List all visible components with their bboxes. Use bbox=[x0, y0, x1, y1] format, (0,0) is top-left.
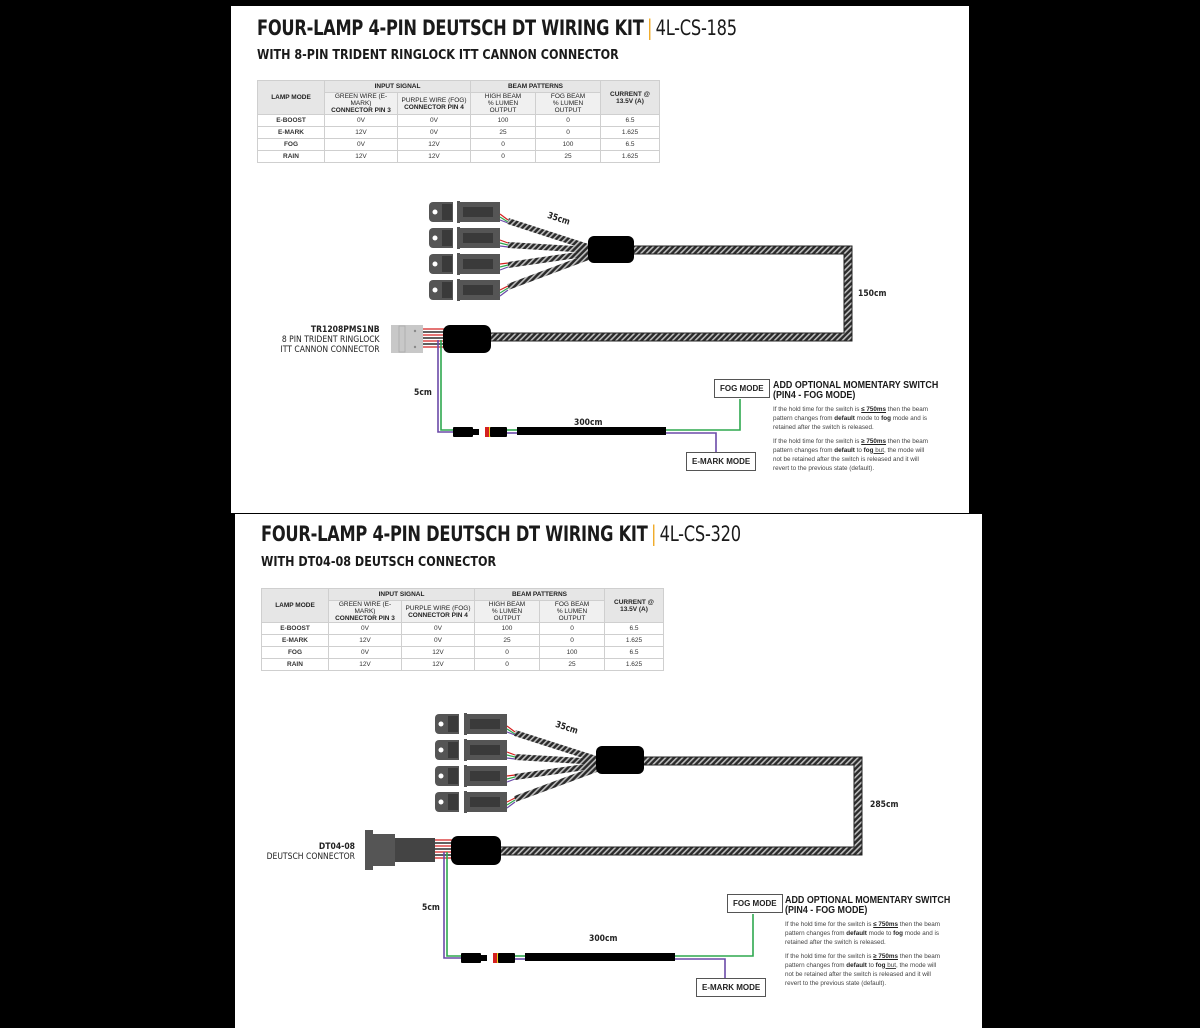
table-row: E-BOOST 0V 0V 100 0 6.5 bbox=[258, 115, 660, 127]
splitter-boot bbox=[588, 236, 634, 263]
dt-2pin-plug bbox=[498, 953, 515, 963]
title-text: FOUR-LAMP 4-PIN DEUTSCH DT WIRING KIT bbox=[261, 522, 648, 546]
main-length-label: 285cm bbox=[870, 800, 899, 810]
panel-subtitle: WITH DT04-08 DEUTSCH CONNECTOR bbox=[261, 555, 497, 570]
wiring-kit-panel-4l-cs-185 bbox=[231, 6, 969, 513]
table-row: E-MARK 12V 0V 25 0 1.625 bbox=[258, 127, 660, 139]
itt-cannon-connector bbox=[391, 325, 423, 353]
title-separator: | bbox=[646, 16, 653, 40]
header-high-beam: HIGH BEAM % LUMEN OUTPUT bbox=[471, 93, 536, 115]
table-row: E-MARK 12V 0V 25 0 1.625 bbox=[262, 635, 664, 647]
dt04-08-connector bbox=[369, 834, 395, 866]
pigtail-length-label: 5cm bbox=[422, 903, 440, 913]
part-code: 4L-CS-320 bbox=[659, 522, 741, 546]
pigtail-length-label: 5cm bbox=[414, 388, 432, 398]
fog-mode-box: FOG MODE bbox=[727, 894, 783, 913]
connector-label: TR1208PMS1NB 8 PIN TRIDENT RINGLOCK ITT CANNON CONNECTOR bbox=[280, 325, 380, 355]
table-row: RAIN 12V 12V 0 25 1.625 bbox=[258, 151, 660, 163]
header-fog-beam: FOG BEAM % LUMEN OUTPUT bbox=[536, 93, 601, 115]
header-high-beam: HIGH BEAM % LUMEN OUTPUT bbox=[475, 601, 540, 623]
header-lamp-mode: LAMP MODE bbox=[262, 589, 329, 623]
note-subheading: (PIN4 - FOG MODE) bbox=[773, 389, 856, 401]
header-beam-patterns: BEAM PATTERNS bbox=[471, 81, 601, 93]
connector-boot bbox=[443, 325, 491, 353]
header-input-signal: INPUT SIGNAL bbox=[325, 81, 471, 93]
splitter-boot bbox=[596, 746, 644, 774]
note-heading: ADD OPTIONAL MOMENTARY SWITCH bbox=[785, 894, 951, 906]
lamp-connectors bbox=[429, 201, 500, 301]
header-green-wire: GREEN WIRE (E-MARK) CONNECTOR PIN 3 bbox=[325, 93, 398, 115]
dt-2pin-plug bbox=[490, 427, 507, 437]
main-braid-loop bbox=[489, 250, 848, 337]
title-separator: | bbox=[650, 522, 657, 546]
part-code: 4L-CS-185 bbox=[655, 16, 737, 40]
header-beam-patterns: BEAM PATTERNS bbox=[475, 589, 605, 601]
note-paragraph-1: If the hold time for the switch is ≤ 750ms then the beam pattern changes from default mode to fog mode and is retained after the switch is released. bbox=[773, 406, 929, 431]
note-paragraph-2: If the hold time for the switch is ≥ 750ms then the beam pattern changes from default to fog but, the mode will not be retained after the switch is released and it will revert to the previous state (default). bbox=[785, 953, 941, 987]
table-row: E-BOOST 0V 0V 100 0 6.5 bbox=[262, 623, 664, 635]
dt-2pin-socket bbox=[461, 953, 481, 963]
dt-2pin-socket bbox=[453, 427, 473, 437]
table-row: RAIN 12V 12V 0 25 1.625 bbox=[262, 659, 664, 671]
connector-boot bbox=[451, 836, 501, 865]
note-paragraph-2: If the hold time for the switch is ≥ 750ms then the beam pattern changes from default to fog but, the mode will not be retained after the switch is released and it will revert to the previous state (default). bbox=[773, 438, 929, 472]
header-input-signal: INPUT SIGNAL bbox=[329, 589, 475, 601]
emark-mode-box: E-MARK MODE bbox=[686, 452, 756, 471]
panel-subtitle: WITH 8-PIN TRIDENT RINGLOCK ITT CANNON CONNECTOR bbox=[257, 48, 619, 63]
fog-mode-box: FOG MODE bbox=[714, 379, 770, 398]
wiring-kit-panel-4l-cs-320 bbox=[235, 514, 982, 1028]
note-subheading: (PIN4 - FOG MODE) bbox=[785, 904, 868, 916]
table-row: FOG 0V 12V 0 100 6.5 bbox=[262, 647, 664, 659]
breakout-length-label: 35cm bbox=[553, 720, 580, 737]
header-purple-wire: PURPLE WIRE (FOG) CONNECTOR PIN 4 bbox=[398, 93, 471, 115]
header-fog-beam: FOG BEAM % LUMEN OUTPUT bbox=[540, 601, 605, 623]
table-row: FOG 0V 12V 0 100 6.5 bbox=[258, 139, 660, 151]
header-lamp-mode: LAMP MODE bbox=[258, 81, 325, 115]
header-current: CURRENT @ 13.5V (A) bbox=[605, 589, 664, 623]
switch-lead-cable bbox=[525, 953, 675, 961]
connector-label: DT04-08 DEUTSCH CONNECTOR bbox=[266, 842, 355, 862]
momentary-switch-note bbox=[773, 379, 939, 473]
switch-lead-length-label: 300cm bbox=[574, 418, 603, 428]
momentary-switch-note bbox=[785, 894, 951, 988]
note-heading: ADD OPTIONAL MOMENTARY SWITCH bbox=[773, 379, 939, 391]
header-current: CURRENT @ 13.5V (A) bbox=[601, 81, 660, 115]
lamp-connectors bbox=[435, 713, 507, 813]
breakout-braid bbox=[508, 221, 591, 287]
main-length-label: 150cm bbox=[858, 289, 887, 299]
switch-lead-length-label: 300cm bbox=[589, 934, 618, 944]
breakout-length-label: 35cm bbox=[545, 211, 572, 228]
title-text: FOUR-LAMP 4-PIN DEUTSCH DT WIRING KIT bbox=[257, 16, 644, 40]
switch-lead-cable bbox=[517, 427, 666, 435]
breakout-braid bbox=[515, 733, 599, 799]
emark-mode-box: E-MARK MODE bbox=[696, 978, 766, 997]
header-purple-wire: PURPLE WIRE (FOG) CONNECTOR PIN 4 bbox=[402, 601, 475, 623]
header-green-wire: GREEN WIRE (E-MARK) CONNECTOR PIN 3 bbox=[329, 601, 402, 623]
note-paragraph-1: If the hold time for the switch is ≤ 750ms then the beam pattern changes from default mode to fog mode and is retained after the switch is released. bbox=[785, 921, 941, 946]
